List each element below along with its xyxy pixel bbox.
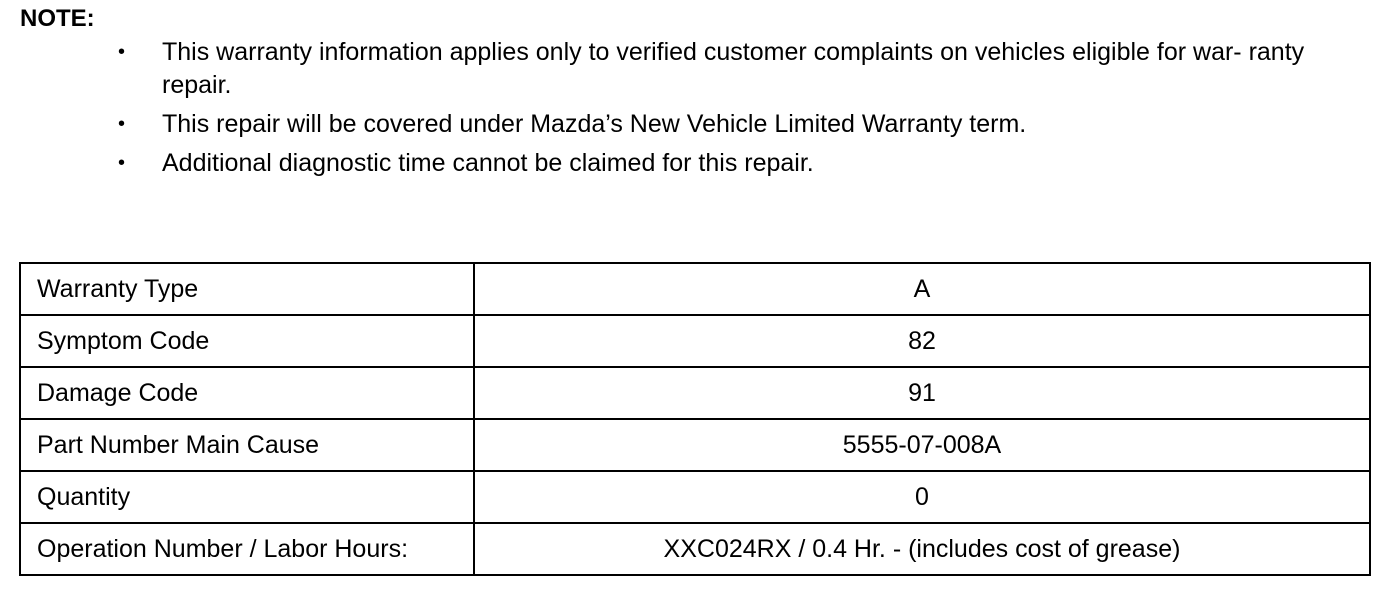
table-row [20, 419, 1370, 471]
note-text: Additional diagnostic time cannot be claimed for this repair. [162, 149, 814, 177]
row-value: 91 [474, 367, 1370, 419]
note-item [0, 108, 1362, 141]
row-label: Part Number Main Cause [20, 419, 474, 471]
row-label: Warranty Type [20, 263, 474, 315]
row-label: Quantity [20, 471, 474, 523]
table-row [20, 367, 1370, 419]
note-item [0, 36, 1362, 102]
bullet-icon: • [118, 41, 126, 63]
bullet-icon: • [118, 152, 126, 174]
note-text: This repair will be covered under Mazda’s New Vehicle Limited Warranty term. [162, 110, 1027, 138]
note-text: This warranty information applies only to verified customer complaints on vehicles eligible for war- ranty repair. [162, 38, 1305, 99]
table-row [20, 263, 1370, 315]
row-value: XXC024RX / 0.4 Hr. - (includes cost of grease) [474, 523, 1370, 575]
table-row [20, 471, 1370, 523]
table-row [20, 315, 1370, 367]
row-value: 5555-07-008A [474, 419, 1370, 471]
row-label: Operation Number / Labor Hours: [20, 523, 474, 575]
row-value: 82 [474, 315, 1370, 367]
bullet-icon: • [118, 113, 126, 135]
note-list [0, 36, 1392, 186]
warranty-table [19, 262, 1371, 576]
note-item [0, 147, 1362, 180]
row-value: 0 [474, 471, 1370, 523]
row-label: Symptom Code [20, 315, 474, 367]
table-row [20, 523, 1370, 575]
row-label: Damage Code [20, 367, 474, 419]
row-value: A [474, 263, 1370, 315]
note-heading: NOTE: [20, 5, 95, 32]
